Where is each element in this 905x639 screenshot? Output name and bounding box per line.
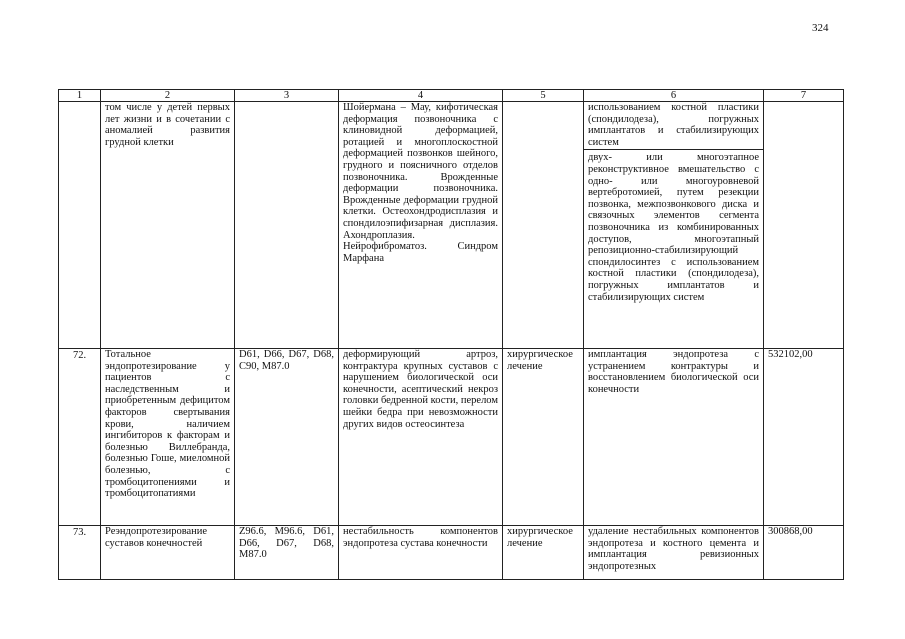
cell-method: удаление нестабильных компонентов эндопротеза и костного цемента и имплантация ревизионных эндопротезных bbox=[584, 526, 764, 580]
cell-model: нестабильность компонентов эндопротеза сустава конечности bbox=[339, 526, 503, 580]
cell-price: 532102,00 bbox=[764, 349, 844, 526]
document-table bbox=[58, 89, 844, 580]
cell-name: Реэндопротезирование суставов конечностей bbox=[101, 526, 235, 580]
cell-name: Тотальное эндопротезирование у пациентов с наследственным и приобретенным дефицитом факторов свертывания крови, наличием ингибиторов к факторам и болезнью Виллебранда, болезнью Гоше, миеломной болезнью, с тромбоцитопениями и тромбоцитопатиями bbox=[101, 349, 235, 526]
cell-codes bbox=[235, 102, 339, 349]
cell-name: том числе у детей первых лет жизни и в сочетании с аномалией развития грудной клетки bbox=[101, 102, 235, 349]
column-header: 3 bbox=[235, 90, 339, 102]
column-header: 5 bbox=[503, 90, 584, 102]
cell-method: имплантация эндопротеза с устранением контрактуры и восстановлением биологической оси конечности bbox=[584, 349, 764, 526]
cell-price bbox=[764, 102, 844, 349]
column-header: 2 bbox=[101, 90, 235, 102]
cell-type: хирургическое лечение bbox=[503, 526, 584, 580]
column-header: 4 bbox=[339, 90, 503, 102]
cell-type bbox=[503, 102, 584, 349]
cell-number: 72. bbox=[59, 349, 101, 526]
table-row bbox=[59, 349, 844, 526]
cell-codes: Z96.6, M96.6, D61, D66, D67, D68, M87.0 bbox=[235, 526, 339, 580]
method-text-a: использованием костной пластики (спондилодеза), погружных имплантатов и стабилизирующих систем bbox=[588, 102, 759, 148]
cell-codes: D61, D66, D67, D68, C90, M87.0 bbox=[235, 349, 339, 526]
table-header-row bbox=[59, 90, 844, 102]
cell-number: 73. bbox=[59, 526, 101, 580]
cell-type: хирургическое лечение bbox=[503, 349, 584, 526]
cell-model: деформирующий артроз, контрактура крупных суставов с нарушением биологической оси конечности, асептический некроз головки бедренной кости, перелом шейки бедра при невозможности других видов остеосинтеза bbox=[339, 349, 503, 526]
method-text-b: двух- или многоэтапное реконструктивное вмешательство с одно- или многоуровневой вертебротомией, путем резекции позвонка, межпозвонкового диска и связочных элементов сегмента позвоночника из комбинированных доступов, многоэтапный репозиционно-стабилизирующий спондилосинтез с использованием костной пластики (спондилодеза), погружных имплантатов и стабилизирующих систем bbox=[584, 149, 763, 303]
cell-number bbox=[59, 102, 101, 349]
column-header: 6 bbox=[584, 90, 764, 102]
page-number: 324 bbox=[812, 22, 829, 34]
column-header: 1 bbox=[59, 90, 101, 102]
table-row bbox=[59, 526, 844, 580]
table-row-continuation bbox=[59, 102, 844, 349]
cell-model: Шойермана – Мау, кифотическая деформация позвоночника с клиновидной деформацией, ротацией и многоплоскостной деформацией позвонков шейного, грудного и поясничного отделов позвоночника. Врожденные деформации позвоночника. Врожденные деформации грудной клетки. Остеохондродисплазия и спондилоэпифизарная дисплазия. Ахондроплазия. Нейрофиброматоз. Синдром Марфана bbox=[339, 102, 503, 349]
column-header: 7 bbox=[764, 90, 844, 102]
cell-price: 300868,00 bbox=[764, 526, 844, 580]
cell-method bbox=[584, 102, 764, 349]
